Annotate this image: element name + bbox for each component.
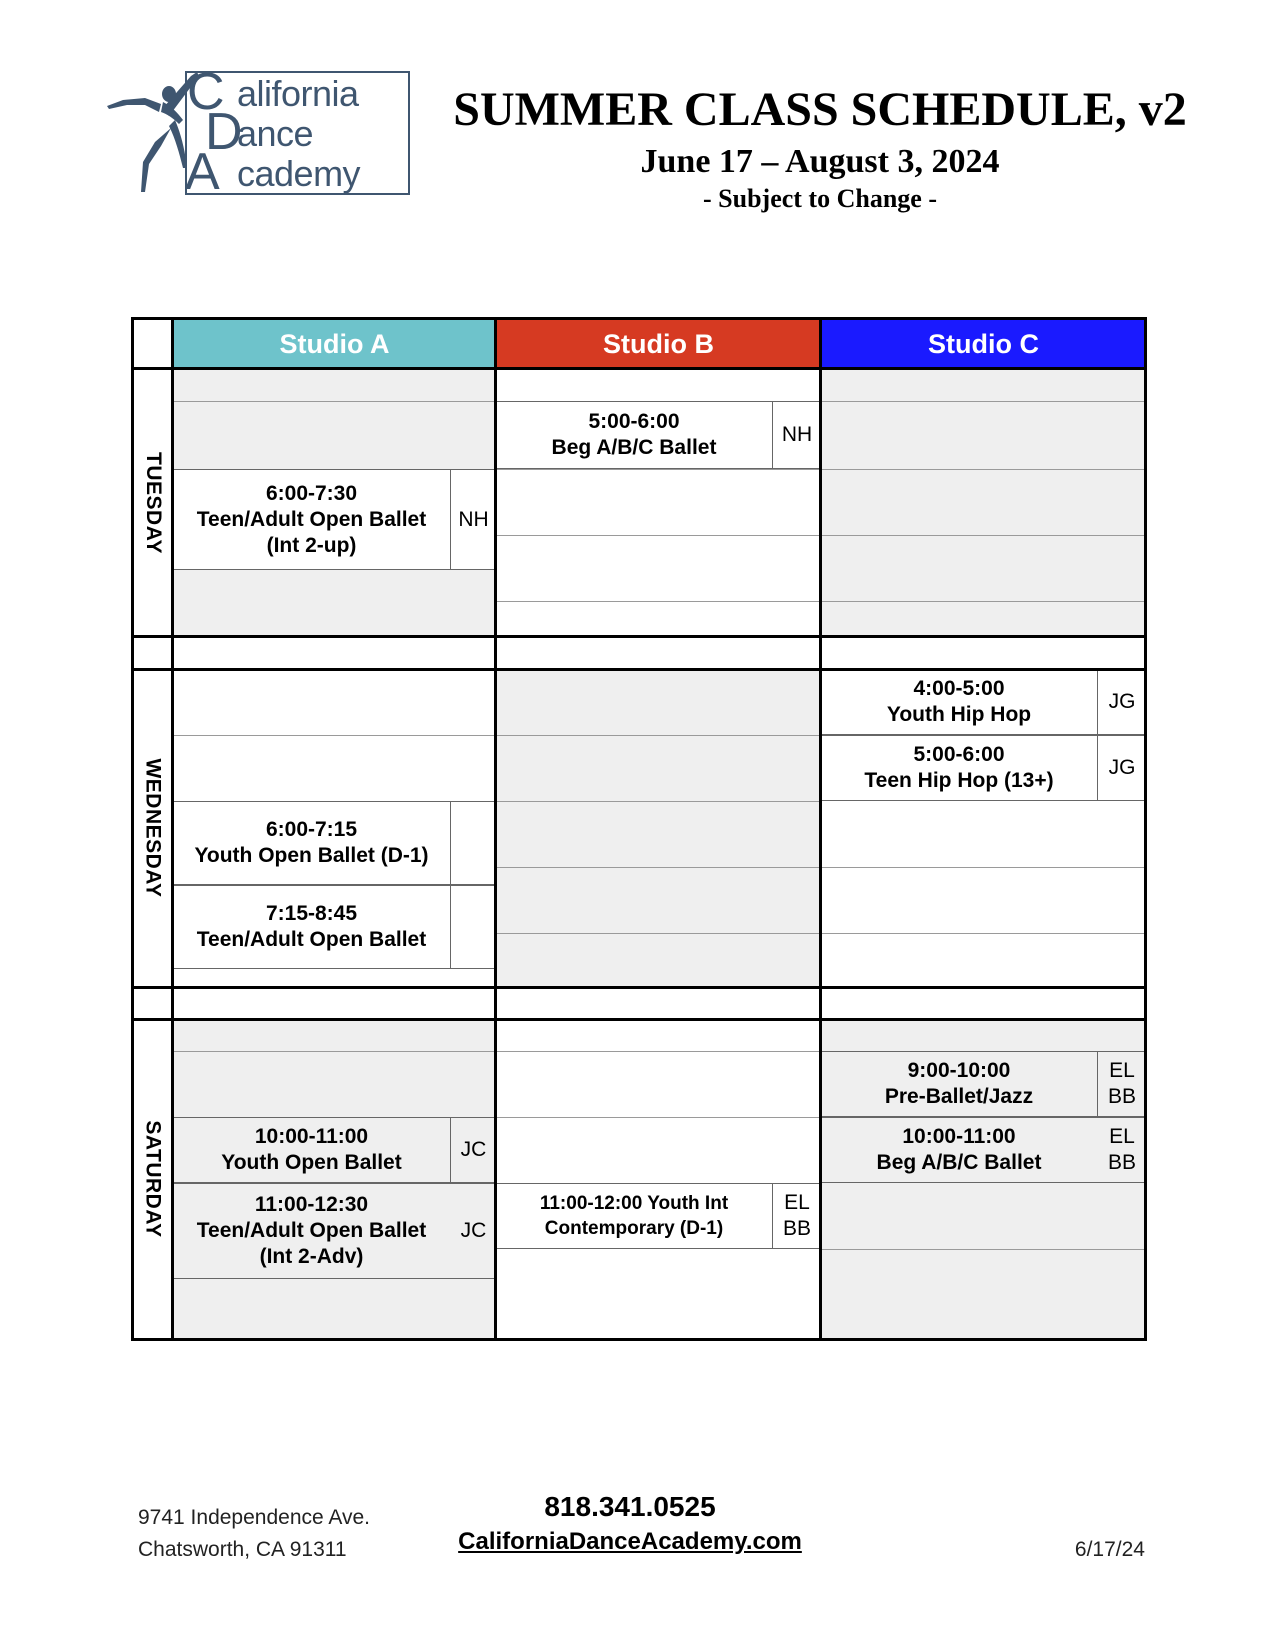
class-name: Pre-Ballet/Jazz	[884, 1085, 1034, 1108]
class-name: Teen/Adult Open Ballet	[196, 928, 427, 951]
logo-letter-a: A	[185, 143, 220, 201]
instructor-initials: EL BB	[1107, 1125, 1136, 1174]
class-name: Youth Open Ballet	[221, 1151, 402, 1174]
day-label-saturday: SATURDAY	[142, 1120, 165, 1238]
address-street: 9741 Independence Ave.	[138, 1506, 370, 1529]
instructor-initials: JC	[460, 1219, 487, 1242]
website-link[interactable]: CaliforniaDanceAcademy.com	[458, 1528, 802, 1555]
day-label-tuesday: TUESDAY	[142, 451, 166, 554]
revision-date: 6/17/24	[1074, 1538, 1145, 1561]
address-city: Chatsworth, CA 91311	[138, 1538, 347, 1561]
class-time: 9:00-10:00	[907, 1059, 1011, 1082]
class-wed-studio-a-2	[173, 885, 450, 969]
instructor-initials: EL BB	[782, 1191, 811, 1240]
logo-letter-d: D	[205, 103, 243, 161]
date-range: June 17 – August 3, 2024	[640, 143, 1000, 180]
class-sat-studio-b-1	[496, 1183, 772, 1249]
logo-word-2: ance	[237, 113, 314, 154]
class-name: Teen/Adult Open Ballet	[196, 507, 427, 531]
class-time: 10:00-11:00	[254, 1125, 369, 1148]
class-name: Teen/Adult Open Ballet	[196, 1219, 427, 1242]
instructor-initials: JG	[1108, 690, 1136, 713]
day-label-wednesday: WEDNESDAY	[142, 758, 165, 898]
class-sat-studio-c-1	[821, 1051, 1097, 1117]
studio-a-header: Studio A	[173, 319, 496, 369]
class-time: 10:00-11:00	[902, 1125, 1016, 1148]
class-time-and-name: 11:00-12:00 Youth Int	[539, 1193, 729, 1214]
logo-wordmark	[237, 74, 360, 194]
instructor-initials: JG	[1108, 756, 1136, 779]
instructor-initials: EL BB	[1107, 1059, 1136, 1108]
class-name: Youth Hip Hop	[886, 703, 1032, 726]
class-name: Teen Hip Hop (13+)	[864, 769, 1054, 792]
studio-b-header: Studio B	[496, 319, 821, 369]
class-name: Beg A/B/C Ballet	[876, 1151, 1042, 1174]
logo-word-3: cademy	[237, 153, 361, 194]
class-name: Contemporary (D-1)	[544, 1218, 724, 1239]
class-sat-studio-c-2	[821, 1117, 1097, 1183]
phone-number[interactable]: 818.341.0525	[544, 1491, 716, 1522]
studio-c-header: Studio C	[821, 319, 1146, 369]
class-wed-studio-a-1	[173, 801, 450, 885]
address	[138, 1502, 370, 1566]
academy-logo	[105, 63, 420, 201]
spacer-row	[133, 987, 1146, 1019]
corner-cell	[133, 319, 173, 369]
class-time: 11:00-12:30	[254, 1193, 369, 1216]
class-time: 5:00-6:00	[588, 410, 680, 433]
class-tue-studio-a-1	[173, 469, 450, 570]
studio-b-wednesday-area	[496, 669, 821, 987]
schedule-grid	[133, 319, 1146, 1339]
class-level: (Int 2-Adv)	[259, 1245, 364, 1268]
logo-letter-c: C	[187, 63, 225, 121]
spacer-row	[133, 636, 1146, 669]
class-tue-studio-b-1	[496, 401, 772, 469]
studio-c-tuesday-area	[821, 369, 1146, 636]
class-level: (Int 2-up)	[266, 533, 357, 557]
class-name: Youth Open Ballet (D-1)	[194, 844, 429, 867]
class-sat-studio-a-2	[173, 1183, 450, 1279]
class-time: 7:15-8:45	[265, 902, 358, 925]
class-time: 6:00-7:15	[265, 818, 358, 841]
class-time: 4:00-5:00	[913, 677, 1005, 700]
subject-to-change-note: - Subject to Change -	[703, 184, 937, 213]
class-wed-studio-c-1	[821, 669, 1097, 735]
instructor-initials: JC	[460, 1138, 487, 1161]
class-time: 6:00-7:30	[265, 481, 358, 505]
class-name: Beg A/B/C Ballet	[551, 436, 717, 459]
class-time: 5:00-6:00	[913, 743, 1005, 766]
class-sat-studio-a-1	[173, 1117, 450, 1183]
page-title: SUMMER CLASS SCHEDULE, v2	[453, 83, 1187, 136]
instructor-initials: NH	[458, 507, 489, 531]
studio-b-saturday-area	[496, 1019, 821, 1339]
logo-word-1: alifornia	[237, 73, 359, 114]
class-wed-studio-c-2	[821, 735, 1097, 801]
instructor-initials: NH	[781, 423, 813, 446]
